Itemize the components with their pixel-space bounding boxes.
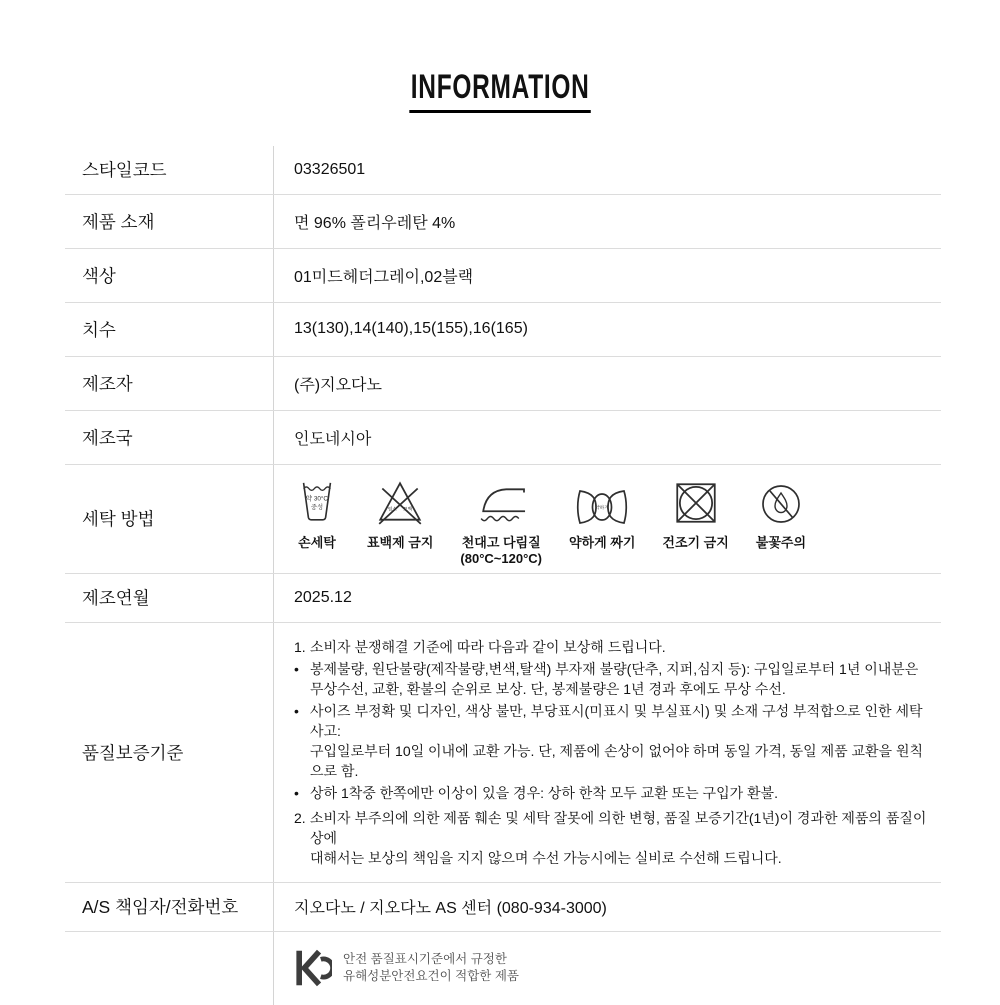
svg-text:염소: 염소 [387, 507, 398, 513]
iron-with-cloth-icon [473, 476, 529, 528]
table-row [65, 357, 941, 411]
row-label-material: 제품 소재 [82, 211, 155, 232]
flame-caution-icon [757, 476, 805, 528]
table-row-kc [65, 932, 941, 1005]
care-label: 약하게 짜기 [568, 534, 636, 550]
table-row [65, 303, 941, 357]
care-item-no-bleach [367, 476, 433, 551]
row-label-color: 색상 [82, 265, 116, 286]
care-label: 표백제 금지 [367, 534, 434, 550]
warranty-line: 사이즈 부정확 및 디자인, 색상 불만, 부당표시(미표시 및 부실표시) 및 소재 구성 부적합으로 인한 세탁 사고: [310, 702, 923, 739]
care-label: 불꽃주의 [755, 534, 807, 550]
row-label-care: 세탁 방법 [82, 509, 155, 530]
warranty-item: • 사이즈 부정확 및 디자인, 색상 불만, 부당표시(미표시 및 부실표시) 및 소재 구성 부적합으로 인한 세탁 사고: 구입일로부터 10일 이내에 교환 가능. 단, 제품에 손상이 없어야 하며 동일 가격, 동일 제품 교환을 원칙으로 함. [294, 701, 931, 781]
care-sublabel: (80°C~120°C) [460, 550, 542, 566]
table-row [65, 574, 941, 623]
row-label-manufacturer: 제조자 [82, 373, 133, 394]
warranty-line: 봉제불량, 원단불량(제작불량,변색,탈색) 부자재 불량(단추, 지퍼,심지 등): 구입일로부터 1년 이내분은 [310, 660, 919, 677]
care-item-no-tumble-dry [662, 476, 728, 551]
table-row-care [65, 465, 941, 574]
care-item-hand-wash [294, 476, 340, 551]
svg-text:표백: 표백 [403, 507, 413, 513]
row-value-manufacture-date: 2025.12 [273, 574, 941, 622]
row-label-as-contact: A/S 책임자/전화번호 [82, 897, 239, 918]
kc-certification [294, 939, 519, 997]
row-label-country: 제조국 [82, 427, 133, 448]
row-value-size: 13(130),14(140),15(155),16(165) [273, 303, 941, 356]
table-row [65, 883, 941, 932]
care-item-flame [756, 476, 806, 551]
kc-text-line1: 안전 품질표시기준에서 규정한 [343, 952, 507, 967]
warranty-line: 소비자 부주의에 의한 제품 훼손 및 세탁 잘못에 의한 변형, 품질 보증기간(1년)이 경과한 제품의 품질이상에 [310, 809, 927, 846]
wring-gently-icon [573, 476, 631, 528]
warranty-item: 1. 소비자 분쟁해결 기준에 따라 다음과 같이 보상해 드립니다. [294, 638, 666, 655]
row-value-kc [273, 932, 941, 1005]
svg-text:약 30°C: 약 30°C [306, 495, 328, 503]
page-title: INFORMATION [409, 70, 591, 113]
table-row [65, 249, 941, 303]
no-tumble-dry-icon [671, 476, 721, 528]
care-label: 천대고 다림질 [461, 534, 541, 550]
care-item-iron [460, 476, 542, 566]
table-row [65, 195, 941, 249]
kc-text-line2: 유해성분안전요건이 적합한 제품 [343, 969, 519, 984]
care-symbols-strip [294, 466, 806, 572]
warranty-line: 상하 1착중 한쪽에만 이상이 있을 경우: 상하 한착 모두 교환 또는 구입가 환불. [310, 784, 778, 801]
product-info-table [65, 146, 941, 1005]
care-label: 손세탁 [298, 534, 336, 550]
svg-text:중성: 중성 [310, 503, 324, 511]
row-value-color: 01미드헤더그레이,02블랙 [273, 249, 941, 302]
title-wrap [0, 0, 1000, 113]
warranty-line: 무상수선, 교환, 환불의 순위로 보상. 단, 봉제불량은 1년 경과 후에도 무상 수선. [310, 680, 786, 697]
table-row [65, 411, 941, 465]
row-label-manufacture-date: 제조연월 [82, 588, 150, 609]
warranty-line: 소비자 분쟁해결 기준에 따라 다음과 같이 보상해 드립니다. [310, 638, 666, 655]
row-value-care [273, 465, 941, 573]
row-value-as-contact: 지오다노 / 지오다노 AS 센터 (080-934-3000) [273, 883, 941, 931]
row-label-warranty: 품질보증기준 [82, 742, 184, 763]
row-value-manufacturer: (주)지오다노 [273, 357, 941, 410]
warranty-item: 2. 소비자 부주의에 의한 제품 훼손 및 세탁 잘못에 의한 변형, 품질 보증기간(1년)이 경과한 제품의 품질이상에 대해서는 보상의 책임을 지지 않으며 수선 가능시에는 실비로 수선해 드립니다. [294, 808, 931, 868]
kc-certification-text [343, 951, 519, 985]
no-bleach-icon [375, 476, 425, 528]
svg-text:약하게: 약하게 [595, 505, 610, 511]
row-value-style-code: 03326501 [273, 146, 941, 194]
table-row-warranty [65, 623, 941, 883]
warranty-line: 구입일로부터 10일 이내에 교환 가능. 단, 제품에 손상이 없어야 하며 동일 가격, 동일 제품 교환을 원칙으로 함. [310, 742, 924, 779]
care-item-wring [569, 476, 635, 551]
warranty-line: 대해서는 보상의 책임을 지지 않으며 수선 가능시에는 실비로 수선해 드립니다. [310, 849, 782, 866]
row-label-kc-empty [65, 932, 273, 1005]
row-value-material: 면 96% 폴리우레탄 4% [273, 195, 941, 248]
warranty-item: • 상하 1착중 한쪽에만 이상이 있을 경우: 상하 한착 모두 교환 또는 구입가 환불. [294, 784, 778, 801]
table-row [65, 146, 941, 195]
care-label: 건조기 금지 [662, 534, 729, 550]
kc-certification-mark-icon [294, 947, 332, 989]
row-value-warranty [273, 623, 941, 882]
hand-wash-icon [294, 476, 340, 528]
warranty-item: • 봉제불량, 원단불량(제작불량,변색,탈색) 부자재 불량(단추, 지퍼,심지 등): 구입일로부터 1년 이내분은 무상수선, 교환, 환불의 순위로 보상. 단, 봉제불량은 1년 경과 후에도 무상 수선. [294, 659, 931, 699]
row-value-country: 인도네시아 [273, 411, 941, 464]
row-label-size: 치수 [82, 319, 116, 340]
row-label-style-code: 스타일코드 [82, 160, 167, 181]
